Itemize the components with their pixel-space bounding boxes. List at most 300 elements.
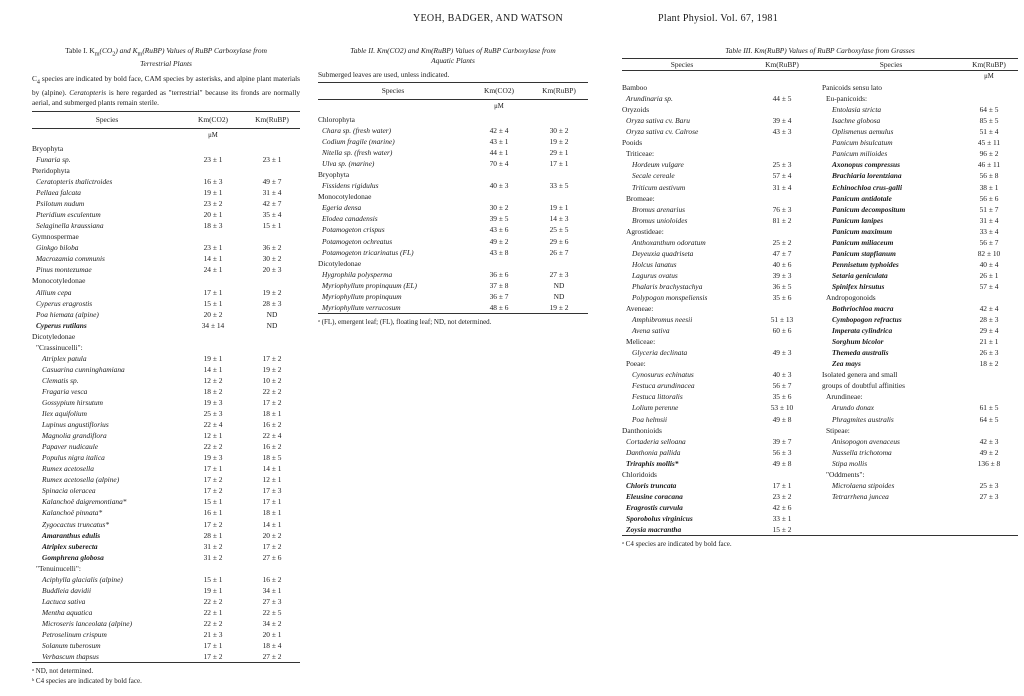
- km-rubp-cell: 46 ± 11: [977, 160, 1001, 170]
- km-co2-cell: 16 ± 3: [203, 177, 223, 187]
- species-cell: Pinus montezumae: [36, 265, 92, 275]
- table-row: [32, 231, 300, 242]
- km-rubp-cell: 64 ± 5: [979, 105, 999, 115]
- km-rubp-cell: 42 ± 7: [262, 199, 282, 209]
- species-cell: Monocotyledonae: [318, 192, 372, 202]
- table-row: [622, 491, 1018, 502]
- table-row: [318, 236, 588, 247]
- km-rubp-cell: 36 ± 5: [772, 281, 792, 291]
- km-co2-cell: 20 ± 2: [203, 309, 223, 319]
- km-rubp-cell: 27 ± 3: [979, 491, 999, 501]
- km-rubp-cell: [960, 425, 1018, 436]
- species-cell: Potamogeton tricarinatus (FL): [322, 247, 414, 257]
- table-row: [32, 209, 300, 220]
- table-row: [32, 574, 300, 585]
- table-row: [622, 193, 1018, 204]
- km-rubp-cell: [530, 169, 588, 180]
- table-row: [32, 596, 300, 607]
- species-cell: groups of doubtful affinities: [822, 381, 905, 391]
- species-cell: Imperata cylindrica: [832, 326, 893, 336]
- species-cell: Panicum decompositum: [832, 204, 906, 214]
- table-row: [622, 380, 1018, 391]
- table-row: [32, 253, 300, 264]
- table-row: [622, 402, 1018, 413]
- table-row: [32, 452, 300, 463]
- species-cell: Panicum milioides: [832, 149, 888, 159]
- unit-cell: [32, 128, 182, 143]
- species-cell: Oryza sativa cv. Baru: [626, 116, 690, 126]
- km-rubp-cell: [960, 369, 1018, 380]
- table-row: [32, 463, 300, 474]
- species-cell: Hordeum vulgare: [632, 160, 684, 170]
- km-co2-cell: 37 ± 8: [489, 280, 509, 290]
- species-cell: Meliceae:: [626, 337, 656, 347]
- species-cell: Danthonioids: [622, 425, 662, 435]
- species-cell: Bromus unioloides: [632, 215, 688, 225]
- species-cell: Petroselinum crispum: [42, 629, 107, 639]
- table-row: [622, 292, 1018, 303]
- km-rubp-cell: 26 ± 7: [549, 247, 569, 257]
- km-rubp-cell: 17 ± 2: [262, 398, 282, 407]
- col-km-co2: Km(CO2): [468, 83, 530, 100]
- table-row: [32, 309, 300, 320]
- species-cell: Cyperus eragrostis: [36, 298, 93, 308]
- km-rubp-cell: 29 ± 1: [549, 148, 569, 158]
- km-co2-cell: 70 ± 4: [489, 159, 509, 169]
- km-rubp-cell: [244, 563, 300, 574]
- km-co2-cell: [182, 331, 244, 342]
- km-rubp-cell: [742, 226, 822, 237]
- species-cell: Ceratopteris thalictroides: [36, 177, 113, 187]
- table-row: [32, 320, 300, 331]
- km-co2-cell: 34 ± 14: [201, 320, 225, 330]
- km-rubp-cell: 42 ± 6: [772, 502, 792, 512]
- col-km-rubp-left: Km(RuBP): [742, 59, 822, 71]
- table-row: [32, 430, 300, 441]
- km-rubp-cell: 49 ± 3: [772, 348, 792, 358]
- species-cell: Tetrarrhena juncea: [832, 491, 889, 501]
- unit-cell: [622, 71, 742, 83]
- km-rubp-cell: 35 ± 6: [772, 292, 792, 302]
- table-row: [622, 215, 1018, 226]
- table-row: [32, 386, 300, 397]
- species-cell: Bromeae:: [626, 193, 655, 203]
- km-rubp-cell: 25 ± 5: [549, 225, 569, 235]
- km-rubp-cell: 19 ± 2: [262, 287, 282, 297]
- table-row: [318, 180, 588, 191]
- species-cell: Spinacia oleracea: [42, 486, 96, 496]
- table-row: [318, 158, 588, 169]
- km-co2-cell: [182, 275, 244, 286]
- km-rubp-cell: 17 ± 3: [262, 486, 282, 496]
- table-3-title: Table III. Km(RuBP) Values of RuBP Carboxylase from Grasses: [725, 46, 915, 55]
- table-row: [318, 125, 588, 136]
- km-co2-cell: 17 ± 1: [203, 287, 223, 297]
- table-2-grid: [318, 82, 588, 314]
- km-rubp-cell: [244, 331, 300, 342]
- species-cell: Setaria geniculata: [832, 270, 888, 280]
- table-row: [32, 541, 300, 552]
- table-row: [32, 342, 300, 353]
- km-rubp-cell: 30 ± 2: [549, 126, 569, 136]
- km-co2-cell: [182, 342, 244, 353]
- km-rubp-cell: 40 ± 3: [772, 370, 792, 380]
- unit-row: [32, 128, 300, 143]
- species-cell: Oryza sativa cv. Calrose: [626, 127, 699, 137]
- species-cell: Solanum tuberosum: [42, 641, 101, 651]
- km-rubp-cell: 18 ± 1: [262, 508, 282, 518]
- species-cell: Zygocactus truncatus*: [42, 519, 110, 529]
- km-rubp-cell: [742, 358, 822, 369]
- km-co2-cell: 17 ± 1: [203, 464, 223, 474]
- km-rubp-cell: 16 ± 2: [262, 442, 282, 452]
- km-co2-cell: [182, 563, 244, 574]
- species-cell: Chlorophyta: [318, 115, 355, 124]
- table-row: [622, 182, 1018, 193]
- table-row: [32, 485, 300, 496]
- km-rubp-cell: ND: [553, 291, 565, 301]
- km-co2-cell: 15 ± 1: [203, 497, 223, 507]
- km-rubp-cell: 17 ± 1: [549, 159, 569, 169]
- species-cell: Polypogon monspeliensis: [632, 292, 708, 302]
- species-cell: "Tenuinucelli":: [36, 563, 81, 573]
- species-cell: Ulva sp. (marine): [322, 159, 375, 169]
- species-cell: Bryophyta: [32, 143, 64, 153]
- species-cell: Oryzoids: [622, 105, 650, 115]
- table-row: [622, 237, 1018, 248]
- table-row: [32, 397, 300, 408]
- km-rubp-cell: [244, 231, 300, 242]
- km-co2-cell: 48 ± 6: [468, 302, 530, 314]
- species-cell: Sporobolus virginicus: [626, 513, 693, 523]
- species-cell: Isachne globosa: [832, 116, 881, 126]
- species-cell: Avena sativa: [632, 326, 670, 336]
- species-cell: Axonopus compressus: [832, 160, 900, 170]
- species-cell: Bothriochloa macra: [832, 304, 894, 314]
- table-row: [32, 629, 300, 640]
- species-cell: Nassella trichotoma: [832, 447, 892, 457]
- table-row: [318, 258, 588, 269]
- species-cell: Cortaderia selloana: [626, 436, 686, 446]
- km-co2-cell: 12 ± 2: [203, 375, 223, 385]
- species-cell: Panicoids sensu lato: [822, 83, 882, 93]
- species-cell: Kalanchoë daigremontiana*: [42, 497, 127, 507]
- km-co2-cell: [468, 191, 530, 202]
- species-cell: Monocotyledonae: [32, 276, 86, 286]
- km-rubp-cell: [960, 391, 1018, 402]
- species-cell: Myriophyllum propinquum (EL): [322, 280, 417, 290]
- km-co2-cell: [468, 114, 530, 125]
- species-cell: Zoysia macrantha: [622, 524, 742, 536]
- table-row: [622, 170, 1018, 181]
- species-cell: Phalaris brachystachya: [632, 281, 703, 291]
- species-cell: Eu-panicoids:: [826, 94, 868, 104]
- km-rubp-cell: 56 ± 7: [979, 237, 999, 247]
- km-rubp-cell: 49 ± 7: [262, 177, 282, 187]
- species-cell: Anisopogon avenaceus: [832, 436, 900, 446]
- km-rubp-cell: [742, 336, 822, 347]
- km-co2-cell: 22 ± 1: [203, 607, 223, 617]
- species-cell: Chloridoids: [622, 469, 657, 479]
- species-cell: Gossypium hirsutum: [42, 398, 103, 407]
- unit-cell: μM: [208, 132, 218, 140]
- km-co2-cell: 14 ± 1: [203, 364, 223, 374]
- table-row: [622, 425, 1018, 436]
- km-co2-cell: 31 ± 2: [203, 541, 223, 551]
- species-cell: Amaranthus edulis: [42, 530, 101, 540]
- table-row: [622, 480, 1018, 491]
- table-1-title: Table I. $K_m(CO_2)$ and $K_m(RuBP)$ Values of RuBP Carboxylase from Terrestrial Plants: [65, 46, 267, 69]
- km-rubp-cell: 27 ± 2: [244, 651, 300, 663]
- table-row: [622, 137, 1018, 148]
- running-header-authors: YEOH, BADGER, AND WATSON: [413, 13, 564, 24]
- species-cell: Phragmites australis: [832, 414, 894, 424]
- km-rubp-cell: 14 ± 3: [549, 214, 569, 224]
- km-rubp-cell: [960, 292, 1018, 303]
- table-row: [622, 369, 1018, 380]
- km-rubp-cell: 51 ± 7: [979, 204, 999, 214]
- species-cell: Panicum maximum: [832, 226, 893, 236]
- species-cell: Bryophyta: [318, 170, 350, 180]
- km-rubp-cell: [742, 137, 822, 148]
- km-co2-cell: 19 ± 1: [203, 585, 223, 595]
- km-co2-cell: 43 ± 8: [489, 247, 509, 257]
- km-co2-cell: 42 ± 4: [489, 126, 509, 136]
- km-co2-cell: 17 ± 2: [203, 486, 223, 496]
- km-rubp-cell: 85 ± 5: [979, 116, 999, 126]
- table-row: [32, 507, 300, 518]
- km-rubp-cell: 27 ± 3: [549, 269, 569, 279]
- species-cell: Rumex acetosella: [42, 464, 94, 474]
- km-rubp-cell: 18 ± 5: [262, 453, 282, 463]
- species-cell: Arundo donax: [832, 403, 875, 413]
- km-rubp-cell: 18 ± 4: [262, 641, 282, 651]
- table-1-grid: [32, 111, 300, 663]
- species-cell: Cymbopogon refractus: [832, 315, 902, 325]
- table-row: [32, 618, 300, 629]
- species-cell: Panicum antidotale: [832, 193, 892, 203]
- species-cell: Lupinus angustiflorius: [42, 420, 109, 430]
- species-cell: Atriplex patula: [42, 353, 87, 363]
- species-cell: Arundineae:: [826, 392, 863, 402]
- km-rubp-cell: [960, 502, 1018, 513]
- table-1-footnote-b: ᵇ C4 species are indicated by bold face.: [32, 677, 142, 686]
- km-rubp-cell: [244, 275, 300, 286]
- species-cell: Bromus arenarius: [632, 204, 686, 214]
- table-row: [622, 259, 1018, 270]
- table-row: [32, 176, 300, 187]
- col-species-right: Species: [822, 59, 960, 71]
- table-3-grid: [622, 58, 1018, 536]
- km-co2-cell: 12 ± 1: [203, 431, 223, 441]
- species-cell: Anthoxanthum odoratum: [632, 237, 706, 247]
- km-rubp-cell: 64 ± 5: [979, 414, 999, 424]
- table-row: [622, 513, 1018, 524]
- km-rubp-cell: 17 ± 2: [262, 541, 282, 551]
- table-row: [622, 104, 1018, 115]
- species-cell: Arundinaria sp.: [626, 94, 673, 104]
- table-row: [622, 436, 1018, 447]
- km-rubp-cell: [244, 165, 300, 176]
- km-rubp-cell: 47 ± 7: [772, 248, 792, 258]
- table-row: [32, 198, 300, 209]
- km-rubp-cell: 31 ± 4: [772, 182, 792, 192]
- table-row: [622, 115, 1018, 126]
- km-rubp-cell: 16 ± 2: [262, 420, 282, 430]
- table-row: [318, 269, 588, 280]
- species-cell: Mentha aquatica: [42, 607, 93, 617]
- species-cell: Echinochloa crus-galli: [832, 182, 903, 192]
- table-1-footnote-a: ᵃ ND, not determined.: [32, 667, 94, 676]
- km-rubp-cell: 25 ± 3: [772, 160, 792, 170]
- species-cell: Pteridophyta: [32, 166, 70, 176]
- km-rubp-cell: 56 ± 7: [772, 381, 792, 391]
- species-cell: Codium fragile (marine): [322, 137, 395, 147]
- km-rubp-cell: 20 ± 3: [262, 265, 282, 275]
- table-row: [622, 347, 1018, 358]
- km-rubp-cell: 60 ± 6: [772, 326, 792, 336]
- unit-cell: [318, 100, 468, 115]
- km-rubp-cell: 19 ± 2: [530, 302, 588, 314]
- table-row: [32, 441, 300, 452]
- km-rubp-cell: [960, 524, 1018, 536]
- km-rubp-cell: [530, 258, 588, 269]
- species-cell: Selaginella kraussiana: [36, 221, 104, 231]
- species-cell: Fissidens rigidulus: [322, 181, 379, 191]
- table-row: [318, 114, 588, 125]
- species-cell: Panicum bisulcatum: [832, 138, 893, 148]
- unit-cell: [530, 100, 588, 115]
- km-rubp-cell: 16 ± 2: [262, 574, 282, 584]
- km-rubp-cell: [742, 148, 822, 159]
- km-rubp-cell: [960, 469, 1018, 480]
- km-co2-cell: 21 ± 3: [203, 629, 223, 639]
- species-cell: Andropogonoids: [826, 292, 876, 302]
- species-cell: Triraphis mollis*: [626, 458, 679, 468]
- species-cell: Panicum lanipes: [832, 215, 884, 225]
- km-co2-cell: 22 ± 4: [203, 420, 223, 430]
- km-rubp-cell: 23 ± 2: [772, 491, 792, 501]
- species-cell: Cyperus rutilans: [36, 320, 87, 330]
- species-cell: Poeae:: [626, 359, 646, 369]
- species-cell: Dicotyledonae: [32, 331, 76, 341]
- species-cell: Lolium perenne: [632, 403, 679, 413]
- km-rubp-cell: 49 ± 8: [772, 458, 792, 468]
- species-cell: Aciphylla glacialis (alpine): [42, 574, 123, 584]
- table-3: [622, 46, 1018, 549]
- species-cell: Themeda australis: [832, 348, 889, 358]
- species-cell: Clematis sp.: [42, 375, 79, 385]
- table-row: [32, 364, 300, 375]
- km-rubp-cell: 40 ± 4: [979, 259, 999, 269]
- km-co2-cell: 19 ± 1: [203, 188, 223, 198]
- species-cell: Chloris truncata: [626, 480, 677, 490]
- species-cell: Pooids: [622, 138, 643, 148]
- species-cell: Pteridium esculentum: [36, 210, 101, 220]
- species-cell: Egeria densa: [322, 203, 362, 213]
- km-rubp-cell: 33 ± 5: [549, 181, 569, 191]
- species-cell: Allium cepa: [36, 287, 72, 297]
- table-row: [622, 314, 1018, 325]
- table-2-note: Submerged leaves are used, unless indicated.: [318, 70, 450, 79]
- km-rubp-cell: 36 ± 2: [262, 243, 282, 253]
- km-co2-cell: 19 ± 3: [203, 453, 223, 463]
- species-cell: Stipeae:: [826, 425, 850, 435]
- table-row: [622, 148, 1018, 159]
- species-cell: Holcus lanatus: [632, 259, 677, 269]
- km-rubp-cell: 42 ± 3: [979, 436, 999, 446]
- km-rubp-cell: 17 ± 1: [772, 480, 792, 490]
- species-cell: Agrostideae:: [626, 226, 664, 236]
- table-row: [622, 303, 1018, 314]
- table-row: [622, 226, 1018, 237]
- table-row: [32, 585, 300, 596]
- unit-cell: [244, 128, 300, 143]
- species-cell: Dicotyledonae: [318, 258, 362, 268]
- km-co2-cell: 28 ± 1: [203, 530, 223, 540]
- table-row: [32, 530, 300, 541]
- table-row: [318, 302, 588, 314]
- col-km-rubp: Km(RuBP): [244, 111, 300, 128]
- table-2-title: Table II. Km(CO2) and Km(RuBP) Values of RuBP Carboxylase from Aquatic Plants: [350, 46, 556, 65]
- km-rubp-cell: 33 ± 1: [772, 513, 792, 523]
- km-rubp-cell: 49 ± 2: [979, 447, 999, 457]
- species-cell: Gomphrena globosa: [42, 552, 104, 562]
- km-rubp-cell: 10 ± 2: [262, 375, 282, 385]
- table-1: [32, 46, 300, 686]
- species-cell: Populus nigra italica: [42, 453, 105, 463]
- km-co2-cell: 15 ± 1: [203, 574, 223, 584]
- species-cell: Pellaea falcata: [36, 188, 81, 198]
- km-rubp-cell: 35 ± 4: [262, 210, 282, 220]
- km-rubp-cell: 20 ± 2: [262, 530, 282, 540]
- km-rubp-cell: 14 ± 1: [262, 464, 282, 474]
- km-co2-cell: [182, 231, 244, 242]
- table-row: [622, 447, 1018, 458]
- table-row: [622, 414, 1018, 425]
- species-cell: Poa helmsii: [632, 414, 668, 424]
- km-rubp-cell: 81 ± 2: [772, 215, 792, 225]
- unit-cell: [822, 71, 960, 83]
- table-row: [622, 204, 1018, 215]
- table-row: [32, 419, 300, 430]
- species-cell: Microseris lanceolata (alpine): [42, 618, 133, 628]
- species-cell: Pennisetum typhoides: [832, 259, 899, 269]
- km-rubp-cell: 19 ± 1: [549, 203, 569, 213]
- km-co2-cell: 17 ± 1: [203, 641, 223, 651]
- table-row: [32, 331, 300, 342]
- km-co2-cell: 44 ± 1: [489, 148, 509, 158]
- km-rubp-cell: 34 ± 2: [262, 618, 282, 628]
- species-cell: Festuca arundinacea: [632, 381, 695, 391]
- km-rubp-cell: 18 ± 2: [979, 359, 999, 369]
- km-rubp-cell: 28 ± 3: [979, 315, 999, 325]
- km-rubp-cell: 34 ± 1: [262, 585, 282, 595]
- table-row: [622, 82, 1018, 93]
- table-row: [622, 248, 1018, 259]
- km-co2-cell: 40 ± 3: [489, 181, 509, 191]
- km-rubp-cell: [742, 425, 822, 436]
- species-cell: Danthonia pallida: [626, 447, 681, 457]
- km-rubp-cell: 14 ± 1: [262, 519, 282, 529]
- km-rubp-cell: 22 ± 5: [262, 607, 282, 617]
- km-co2-cell: 19 ± 3: [203, 398, 223, 407]
- km-rubp-cell: 61 ± 5: [979, 403, 999, 413]
- km-rubp-cell: 39 ± 4: [772, 116, 792, 126]
- km-rubp-cell: 136 ± 8: [977, 458, 1001, 468]
- km-rubp-cell: [244, 342, 300, 353]
- km-co2-cell: [468, 258, 530, 269]
